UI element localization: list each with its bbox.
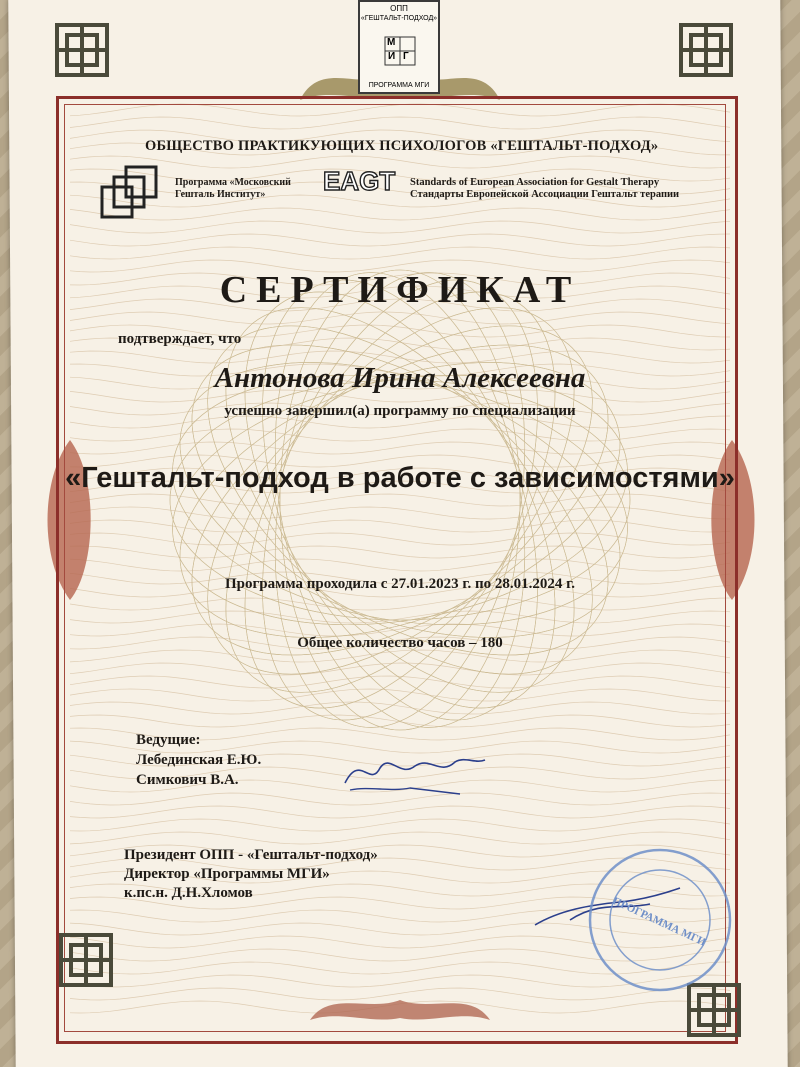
eagt-caption-ru: Стандарты Европейской Ассоциации Гештальт терапии xyxy=(410,189,680,200)
society-title: ОБЩЕСТВО ПРАКТИКУЮЩИХ ПСИХОЛОГОВ «ГЕШТАЛЬТ-ПОДХОД» xyxy=(145,138,659,154)
leaders-block: Ведущие: Лебединская Е.Ю. Симкович В.А. xyxy=(136,732,262,788)
logo-program-line: ПРОГРАММА МГИ xyxy=(368,82,430,89)
total-hours: Общее количество часов – 180 xyxy=(297,635,503,651)
mgi-program-caption: Программа «Московский Гешталь Институт» xyxy=(175,177,291,200)
certificate-title: СЕРТИФИКАТ xyxy=(219,269,581,311)
logo-org-line: ОПП xyxy=(390,4,408,13)
corner-knot-icon xyxy=(56,930,116,990)
program-title: «Гештальт-подход в работе с зависимостями» xyxy=(65,462,735,494)
logo-letter-g: Г xyxy=(403,51,409,62)
corner-knot-icon xyxy=(676,20,736,80)
eagt-logo xyxy=(321,166,407,196)
completed-text: успешно завершил(а) программу по специализации xyxy=(224,403,576,419)
stamp xyxy=(585,845,735,995)
stamp-center-text: ПРОГРАММА МГИ xyxy=(610,894,708,949)
corner-knot-icon xyxy=(52,20,112,80)
president-block: Президент ОПП - «Гештальт-подход» Директор «Программы МГИ» к.пс.н. Д.Н.Хломов xyxy=(124,847,378,901)
logo-letter-m: М xyxy=(387,37,396,48)
opp-logo xyxy=(358,0,440,94)
eagt-caption-en: Standards of European Association for Gestalt Therapy xyxy=(410,177,660,188)
mgi-squares-logo-icon xyxy=(100,165,162,227)
eagt-logo-text: EAGT xyxy=(323,166,396,196)
confirms-text: подтверждает, что xyxy=(118,331,242,347)
leaders-signature xyxy=(340,748,490,800)
program-dates: Программа проходила с 27.01.2023 г. по 28.01.2024 г. xyxy=(224,576,576,592)
logo-letter-i: И xyxy=(388,51,396,62)
logo-org-quote: «ГЕШТАЛЬТ-ПОДХОД» xyxy=(360,15,438,22)
recipient-name: Антонова Ирина Алексеевна xyxy=(214,362,586,394)
mgi-letters xyxy=(384,36,416,66)
eagt-caption xyxy=(410,177,679,201)
